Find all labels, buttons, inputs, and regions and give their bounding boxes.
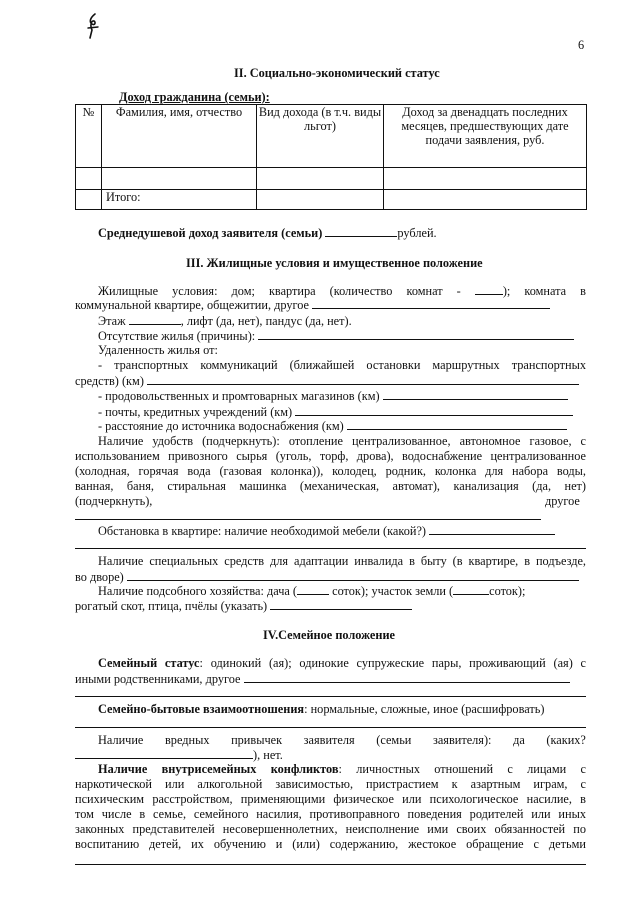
- col-header-income-type: Вид дохода (в т.ч. виды льгот): [257, 105, 384, 168]
- section-2-title: II. Социально-экономический статус: [234, 66, 440, 80]
- conflicts-text: : личностных отношений с лицами с: [338, 762, 587, 776]
- shops-line: [98, 388, 568, 403]
- page-number: 6: [578, 38, 585, 52]
- post-km-field[interactable]: [295, 404, 573, 416]
- total-label: Итого:: [102, 190, 257, 210]
- shops-km-field[interactable]: [383, 388, 568, 400]
- furniture-field-2[interactable]: [75, 548, 586, 549]
- transport-line-2: [75, 373, 579, 388]
- floor-field[interactable]: [129, 313, 181, 325]
- housing-text-end: ); комната в: [502, 284, 586, 298]
- conflicts-line-4: том числе в семье, семейного насилия, противоправного поведения родителей или иных: [75, 807, 586, 821]
- post-line: [98, 404, 573, 419]
- habits-word: заявителя):: [432, 733, 492, 747]
- dacha-label: Наличие подсобного хозяйства: дача (: [98, 584, 298, 598]
- habits-word: вредных: [164, 733, 210, 747]
- post-label: - почты, кредитных учреждений (км): [98, 405, 293, 419]
- avg-income-line: [98, 225, 437, 240]
- table-cell[interactable]: [384, 190, 587, 210]
- distance-label: Удаленность жилья от:: [98, 343, 218, 357]
- housing-other-text: коммунальной квартире, общежитии, другое: [75, 298, 310, 312]
- housing-line-2: [75, 297, 550, 312]
- family-status-other: иными родственниками, другое: [75, 672, 241, 686]
- furniture-field[interactable]: [429, 523, 555, 535]
- col-header-number: №: [76, 105, 102, 168]
- shops-label: - продовольственных и промтоварных магазинов (км): [98, 389, 380, 403]
- avg-income-field[interactable]: [325, 225, 397, 237]
- housing-text: Жилищные условия: дом; квартира (количество комнат -: [98, 284, 461, 298]
- table-cell[interactable]: [76, 190, 102, 210]
- table-cell[interactable]: [384, 168, 587, 190]
- special-means-line-2: [75, 569, 579, 584]
- family-status-line-2: [75, 671, 570, 686]
- amenities-line-4: ванная, баня, стиральная машинка (механическая, автомат), канализация (да, нет): [75, 479, 586, 493]
- amenities-line-1: Наличие удобств (подчеркнуть): отопление централизованное, автономное газовое, с: [98, 434, 586, 448]
- furniture-line: [98, 523, 555, 538]
- amenities-line-3: (холодная, горячая вода (газовая колонка)), колодец, родник, колонка для набора воды,: [75, 464, 586, 478]
- livestock-field[interactable]: [270, 598, 412, 610]
- habits-word: привычек: [231, 733, 283, 747]
- rooms-count-field[interactable]: [475, 283, 503, 295]
- habits-word: (семьи: [376, 733, 412, 747]
- col-header-name: Фамилия, имя, отчество: [102, 105, 257, 168]
- water-label: - расстояние до источника водоснабжения (км): [98, 419, 344, 433]
- conflicts-field[interactable]: [75, 864, 586, 865]
- relations-options: : нормальные, сложные, иное (расшифровать): [304, 702, 545, 716]
- section-4-title: IV.Семейное положение: [263, 628, 395, 642]
- habits-end: ), нет.: [253, 748, 283, 762]
- habits-word: заявителя: [303, 733, 355, 747]
- habits-line: [98, 733, 586, 747]
- family-status-label: Семейный статус: [98, 656, 200, 670]
- table-cell[interactable]: [257, 168, 384, 190]
- water-km-field[interactable]: [347, 418, 567, 430]
- avg-income-label: Среднедушевой доход заявителя (семьи): [98, 226, 323, 240]
- special-means-field[interactable]: [127, 569, 579, 581]
- habits-word: Наличие: [98, 733, 144, 747]
- relations-field[interactable]: [75, 727, 586, 728]
- land-label: соток); участок земли (: [332, 584, 454, 598]
- lift-ramp-text: , лифт (да, нет), пандус (да, нет).: [180, 314, 352, 328]
- conflicts-line-6: воспитанию детей, их обучению и (или) содержанию, жестокое обращение с детьми: [75, 837, 586, 851]
- furniture-label: Обстановка в квартире: наличие необходимой мебели (какой?): [98, 524, 427, 538]
- habits-field[interactable]: [75, 747, 253, 759]
- no-housing-label: Отсутствие жилья (причины):: [98, 329, 256, 343]
- floor-line: [98, 313, 352, 328]
- water-line: [98, 418, 567, 433]
- housing-line: [98, 283, 586, 298]
- habits-word: да: [513, 733, 525, 747]
- income-table: [75, 104, 587, 210]
- family-status-line: [98, 656, 586, 670]
- section-3-title: III. Жилищные условия и имущественное положение: [186, 256, 483, 270]
- no-housing-line: [98, 328, 574, 343]
- income-label: Доход гражданина (семьи):: [119, 90, 270, 104]
- livestock-line: [75, 598, 412, 613]
- special-means-line: Наличие специальных средств для адаптации инвалида в быту (в квартире, в подъезде,: [98, 554, 586, 568]
- amenities-end-b: другое: [545, 494, 580, 508]
- family-status-field-2[interactable]: [75, 696, 586, 697]
- conflicts-line-1: [98, 762, 586, 776]
- table-cell[interactable]: [257, 190, 384, 210]
- transport-km-field[interactable]: [147, 373, 579, 385]
- conflicts-line-2: наркотической или алкогольной зависимостью, пристрастием к азартным играм, с: [75, 777, 586, 791]
- special-means-label: во дворе): [75, 570, 124, 584]
- amenities-line-2: использованием привозного сырья (уголь, торф, дрова), водоснабжение централизованное: [75, 449, 586, 463]
- transport-km-label: средств) (км): [75, 374, 144, 388]
- dacha-field[interactable]: [297, 583, 329, 595]
- no-housing-field[interactable]: [258, 328, 574, 340]
- amenities-other-field[interactable]: [75, 519, 541, 520]
- conflicts-line-3: психическим расстройством, применяющими физическое или психологическое насилие, в: [75, 792, 586, 806]
- conflicts-label: Наличие внутрисемейных конфликтов: [98, 762, 339, 776]
- col-header-income-amount: Доход за двенадцать последних месяцев, предшествующих дате подачи заявления, руб.: [384, 105, 587, 168]
- habits-line-2: [75, 747, 283, 762]
- handwritten-mark: [86, 12, 100, 40]
- habits-word: (каких?: [546, 733, 586, 747]
- table-cell[interactable]: [76, 168, 102, 190]
- relations-line: [98, 702, 544, 716]
- amenities-end-a: (подчеркнуть),: [75, 494, 153, 508]
- livestock-label: рогатый скот, птица, пчёлы (указать): [75, 599, 268, 613]
- land-field[interactable]: [453, 583, 489, 595]
- land-suffix: соток);: [489, 584, 526, 598]
- farm-line: [98, 583, 525, 598]
- table-cell[interactable]: [102, 168, 257, 190]
- housing-other-field[interactable]: [312, 297, 550, 309]
- conflicts-line-5: законных представителей несовершеннолетних, неисполнение ими своих обязанностей по: [75, 822, 586, 836]
- transport-line: - транспортных коммуникаций (ближайшей остановки маршрутных транспортных: [98, 358, 586, 372]
- relations-label: Семейно-бытовые взаимоотношения: [98, 702, 305, 716]
- family-status-options: : одинокий (ая); одинокие супружеские пары, проживающий (ая) с: [199, 656, 586, 670]
- avg-income-suffix: рублей.: [397, 226, 437, 240]
- family-status-other-field[interactable]: [244, 671, 570, 683]
- floor-label: Этаж: [98, 314, 126, 328]
